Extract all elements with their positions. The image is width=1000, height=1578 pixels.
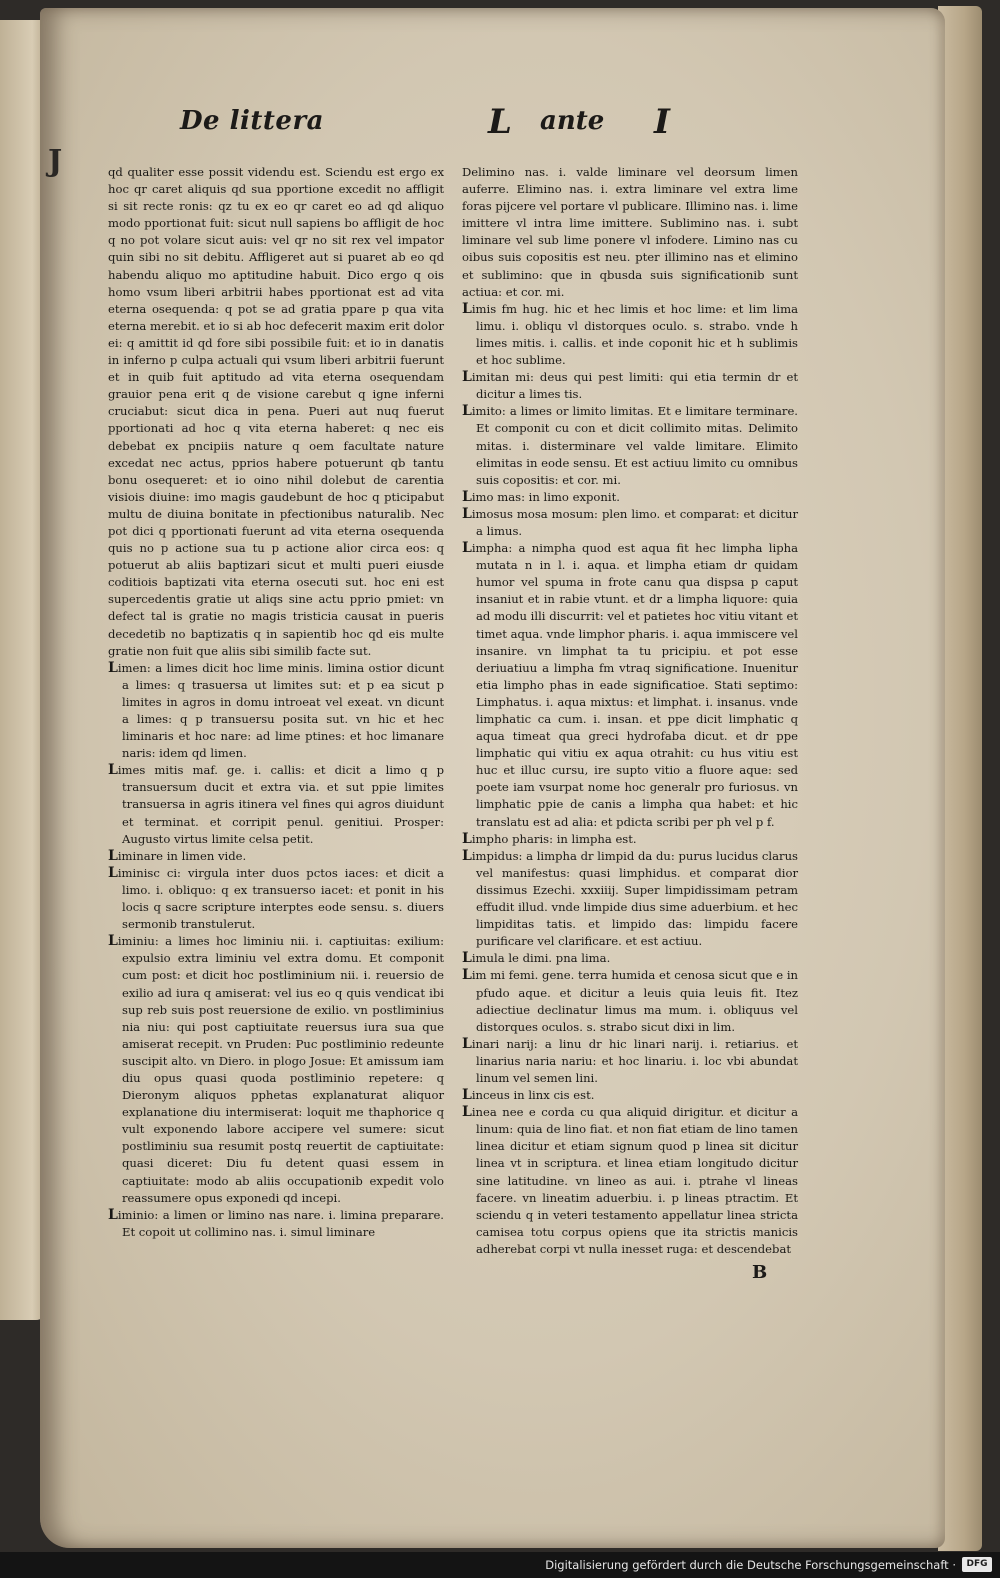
dictionary-entry (462, 967, 798, 1035)
entry-initial: L (462, 1104, 472, 1121)
dfg-logo[interactable]: DFG (962, 1557, 992, 1572)
entry-text: imosus mosa mosum: plen limo. et comparat: et dicitur a limus. (471, 506, 798, 538)
entry-initial: L (108, 762, 118, 779)
entry-text: imitan mi: deus qui pest limiti: qui etia termin dr et dicitur a limes tis. (471, 370, 798, 402)
entry-text: iminiu: a limes hoc liminiu nii. i. captiuitas: exilium: expulsio extra liminiu vel extra domu. Et componit cum post: et dicit hoc postliminium nii. i. reuersio de exilio ad iura q amiserat: vel ius eo q quis vendicat ibi sup reb suis post reuersione de exilio. vn postliminius nia niu: qui post captiuitate reuersus iura sua que amiserat recepit. vn Pruden: Puc postliminio redeunte suscipit alto. vn Diero. in plogo Josue: Et amissum iam diu opus quasi quoda postliminio repetere: q Dieronym aliquos pphetas explanaturat aliquor explanatione diu intermiserat: loquit me thaphorice q vult exponendo labore accipere vel sumere: sicut postliminiu sua resumit postq reuertit de captiuitate: quasi diceret: Diu fu detent quasi essem in captiuitate: modo ab aliis occupationib expedit volo reassumere opus exponedi qd incepi. (117, 934, 444, 1205)
entry-initial: L (462, 488, 472, 505)
entry-text: iminisc ci: virgula inter duos pctos iaces: et dicit a limo. i. obliquo: q ex transuerso iacet: et ponit in his locis q sacre scripture interptes eode sensu. s. diuers sermonib transtulerut. (117, 865, 444, 932)
dictionary-entry (108, 933, 444, 1207)
entry-text: inea nee e corda cu qua aliquid dirigitur. et dicitur a linum: quia de lino fiat. et non fiat etiam de lino tamen linea dicitur et etiam signum quod p linea sit dicitur linea vt in scriptura. et linea etiam longitudo dicitur sine latitudine. vn lineo as aui. i. ptrahe vl lineas facere. vn lineatim aduerbiu. i. p lineas ptractim. Et sciendu q in veteri testamento appellatur linea stricta camisea totu corpus opiens que ita strictis manicis adherebat corpi vt nulla inesset ruga: et descendebat (471, 1105, 798, 1256)
dictionary-entry (462, 831, 798, 848)
entry-text: iminio: a limen or limino nas nare. i. limina preparare. Et copoit ut collimino nas. i. simul liminare (117, 1207, 444, 1239)
dictionary-entry (462, 369, 798, 403)
running-head-letter-second: I (654, 102, 670, 142)
entry-initial: L (108, 847, 118, 864)
entry-text: imis fm hug. hic et hec limis et hoc lime: et lim lima limu. i. obliqu vl distorques oculo. s. strabo. vnde h limes mitis. i. callis. et inde coponit hic et h sublimis et hoc sublime. (471, 301, 798, 368)
entry-initial: L (462, 830, 472, 847)
dictionary-entry (108, 848, 444, 865)
entry-initial: L (462, 505, 472, 522)
entry-initial: L (108, 1206, 118, 1223)
text-paragraph (108, 164, 444, 660)
entry-initial: L (462, 540, 472, 557)
entry-initial: L (462, 967, 472, 984)
entry-text: impho pharis: in limpha est. (471, 831, 637, 846)
entry-initial: L (108, 933, 118, 950)
dictionary-entry (108, 762, 444, 847)
dictionary-entry (462, 506, 798, 540)
dictionary-entry (462, 1104, 798, 1258)
right-text-column (462, 164, 798, 1258)
entry-initial: L (462, 403, 472, 420)
dictionary-entry (108, 660, 444, 763)
entry-text: impha: a nimpha quod est aqua fit hec limpha lipha mutata n in l. i. aqua. et limpha etiam dr quidam humor vel spuma in frote canu qua dispsa p caput insaniut et in rabie vtunt. et dr a limpha liquore: quia ad modu illi discurrit: vel et patietes hoc vitiu vitant et timet aqua. vnde limphor pharis. i. aqua immiscere vel insanire. vn limphat ta tu pricipiu. et pot esse deriuatiuu a limpha fm vtraq significatione. Inuenitur etia limpho phas in eade significatioe. Stati septimo: Limphatus. i. aqua mixtus: et limphat. i. insanus. vnde limphatic ca cum. i. insan. et ppe dicit limphatic q aqua timeat qua greci hydrofaba dicut. et dr ppe limphatic qui vitiu ex aqua otrahit: cu hus vitiu est huc et illuc cursu, ire supto vitio a fluore aque: sed poete iam vsurpat nome hoc generalr pro furiosus. vn limphatic ppie de canis a limpha qua habet: et hic translatu est ad alia: et pdicta scribi per ph vel p f. (471, 541, 798, 829)
entry-initial: L (108, 864, 118, 881)
entry-initial: L (108, 659, 118, 676)
entry-text: imula le dimi. pna lima. (471, 951, 611, 966)
entry-text: qd qualiter esse possit videndu est. Sciendu est ergo ex hoc qr caret aliquis qd sua pportione excedit no affligit si sit recte ronis: qz tu ex eo qr caret eo ad qd aliquo modo pportionat fuit: sicut null sapiens bo affligit de hoc q no pot volare sicut auis: vel qr no sit rex vel impator quin sibi no sit debitu. Affligeret aut si puaret ab eo qd habendu aliquo mo aptitudine habuit. Dico ergo q ois homo vsum liberi arbitrii habes pportionat est ad vita eterna osequenda: q pot se ad gratia ppare p qua vita eterna merebit. et io si ab hoc defecerit maxim erit dolor ei: q amittit id qd fore sibi possibile fuit: et io in danatis in inferno p culpa actuali qui vsum liberi arbitrii fuerunt et in quib fuit aptitudo ad vita eterna osequendam grauior pena erit q de visione carebut q igne inferni cruciabut: sicut dica in pena. Pueri aut nuq fuerut pportionati ad hoc q vita eterna haberet: q nec eis debebat ex pncipiis nature q oem facultate nature excedat nec actus, pprios habere potuerunt qb tantu bonu osequeret: et io oino nihil dolebut de carentia visiois diuine: imo magis gaudebunt de hoc q pticipabut multu de diuina bonitate in pfectionibus naturalib. Nec pot dici q pportionati fuerunt ad vita eterna osequenda quis no p actione sua tu p actione alior circa eos: q potuerut ab aliis baptizari sicut et multi pueri eiusde coditiois baptizati vita eterna osecuti sut. hoc eni est supercedentis gratie ut aliqs sine actu pprio pmiet: vn defect tal is gratie no magis tristicia causat in pueris decedetib no baptizatis q in sapientib hoc qd eis multe gratie non fuit que aliis sibi similib facte sut. (108, 165, 444, 658)
digitization-footer (0, 1552, 1000, 1578)
entry-initial: L (462, 300, 472, 317)
binding-letter: J (48, 144, 63, 179)
entry-text: imes mitis maf. ge. i. callis: et dicit a limo q p transuersum ducit et extra via. et sut ppie limites transuersa in agris itinera vel fines qui agros diuidunt et terminat. et corripit penul. genitiui. Prosper: Augusto virtus limite celsa petit. (117, 763, 444, 846)
entry-initial: L (462, 1035, 472, 1052)
running-head (180, 100, 700, 150)
entry-text: imen: a limes dicit hoc lime minis. limina ostior dicunt a limes: q trasuersa ut limites sut: et p ea sicut p limites in agros in domu introeat vel exeat. vn dicunt a limes: q p transuersu posita sut. vn hic et hec liminaris et hoc nare: ad lime ptines: et hoc limanare naris: idem qd limen. (117, 660, 444, 761)
running-head-word-ante: ante (540, 106, 605, 136)
entry-text: imo mas: in limo exponit. (471, 489, 620, 504)
dictionary-entry (462, 1087, 798, 1104)
running-head-word: De littera (180, 106, 325, 136)
entry-text: inceus in linx cis est. (471, 1088, 595, 1103)
signature-mark: B (752, 1262, 768, 1283)
dictionary-entry (462, 403, 798, 488)
running-head-letter: L (488, 102, 512, 142)
dictionary-entry (462, 1036, 798, 1087)
entry-initial: L (462, 847, 472, 864)
entry-text: inari narij: a linu dr hic linari narij. i. retiarius. et linarius naria nariu: et hoc linariu. i. loc vbi abundat linum vel semen lini. (471, 1036, 798, 1085)
text-paragraph (462, 164, 798, 301)
entry-text: iminare in limen vide. (117, 848, 247, 863)
entry-text: Delimino nas. i. valde liminare vel deorsum limen auferre. Elimino nas. i. extra liminare vel extra lime foras pijcere vel portare vl publicare. Illimino nas. i. lime imittere vl intra lime imittere. Sublimino nas. i. subt liminare vel sub lime ponere vl infodere. Limino nas cu oibus suis copositis est neu. pter illimino nas et elimino et sublimino: que in qbusda suis significationib sunt actiua: et cor. mi. (462, 165, 798, 299)
entry-text: imito: a limes or limito limitas. Et e limitare terminare. Et componit cu con et dicit collimito mitas. Delimito mitas. i. disterminare vel valde limitare. Elimito elimitas in eode sensu. Et est actiuu limito cu omnibus suis copositis: et cor. mi. (471, 404, 798, 487)
entry-initial: L (462, 369, 472, 386)
entry-text: impidus: a limpha dr limpid da du: purus lucidus clarus vel manifestus: quasi limphidus. et comparat dior dissimus Ezechi. xxxiiij. Super limpidissimam petram effudit illud. vnde limpide dius sime aduerbium. et hec limpiditas tatis. et limpido das: limpidu facere purificare vel clarificare. et est actiuu. (471, 848, 798, 949)
entry-initial: L (462, 1087, 472, 1104)
entry-initial: L (462, 950, 472, 967)
dictionary-entry (462, 489, 798, 506)
dictionary-entry (108, 865, 444, 933)
dictionary-entry (462, 950, 798, 967)
dictionary-entry (462, 301, 798, 369)
dictionary-entry (108, 1207, 444, 1241)
entry-text: im mi femi. gene. terra humida et cenosa sicut que e in pfudo aque. et dicitur a leuis quia leuis fit. Itez adiectiue declinatur limus ma mum. i. obliquus vel distorques oculos. s. strabo sicut dixi in lim. (471, 968, 798, 1034)
book-page (40, 8, 945, 1548)
footer-credit: Digitalisierung gefördert durch die Deutsche Forschungsgemeinschaft · (545, 1558, 956, 1572)
dictionary-entry (462, 540, 798, 831)
left-text-column (108, 164, 444, 1241)
dictionary-entry (462, 848, 798, 951)
